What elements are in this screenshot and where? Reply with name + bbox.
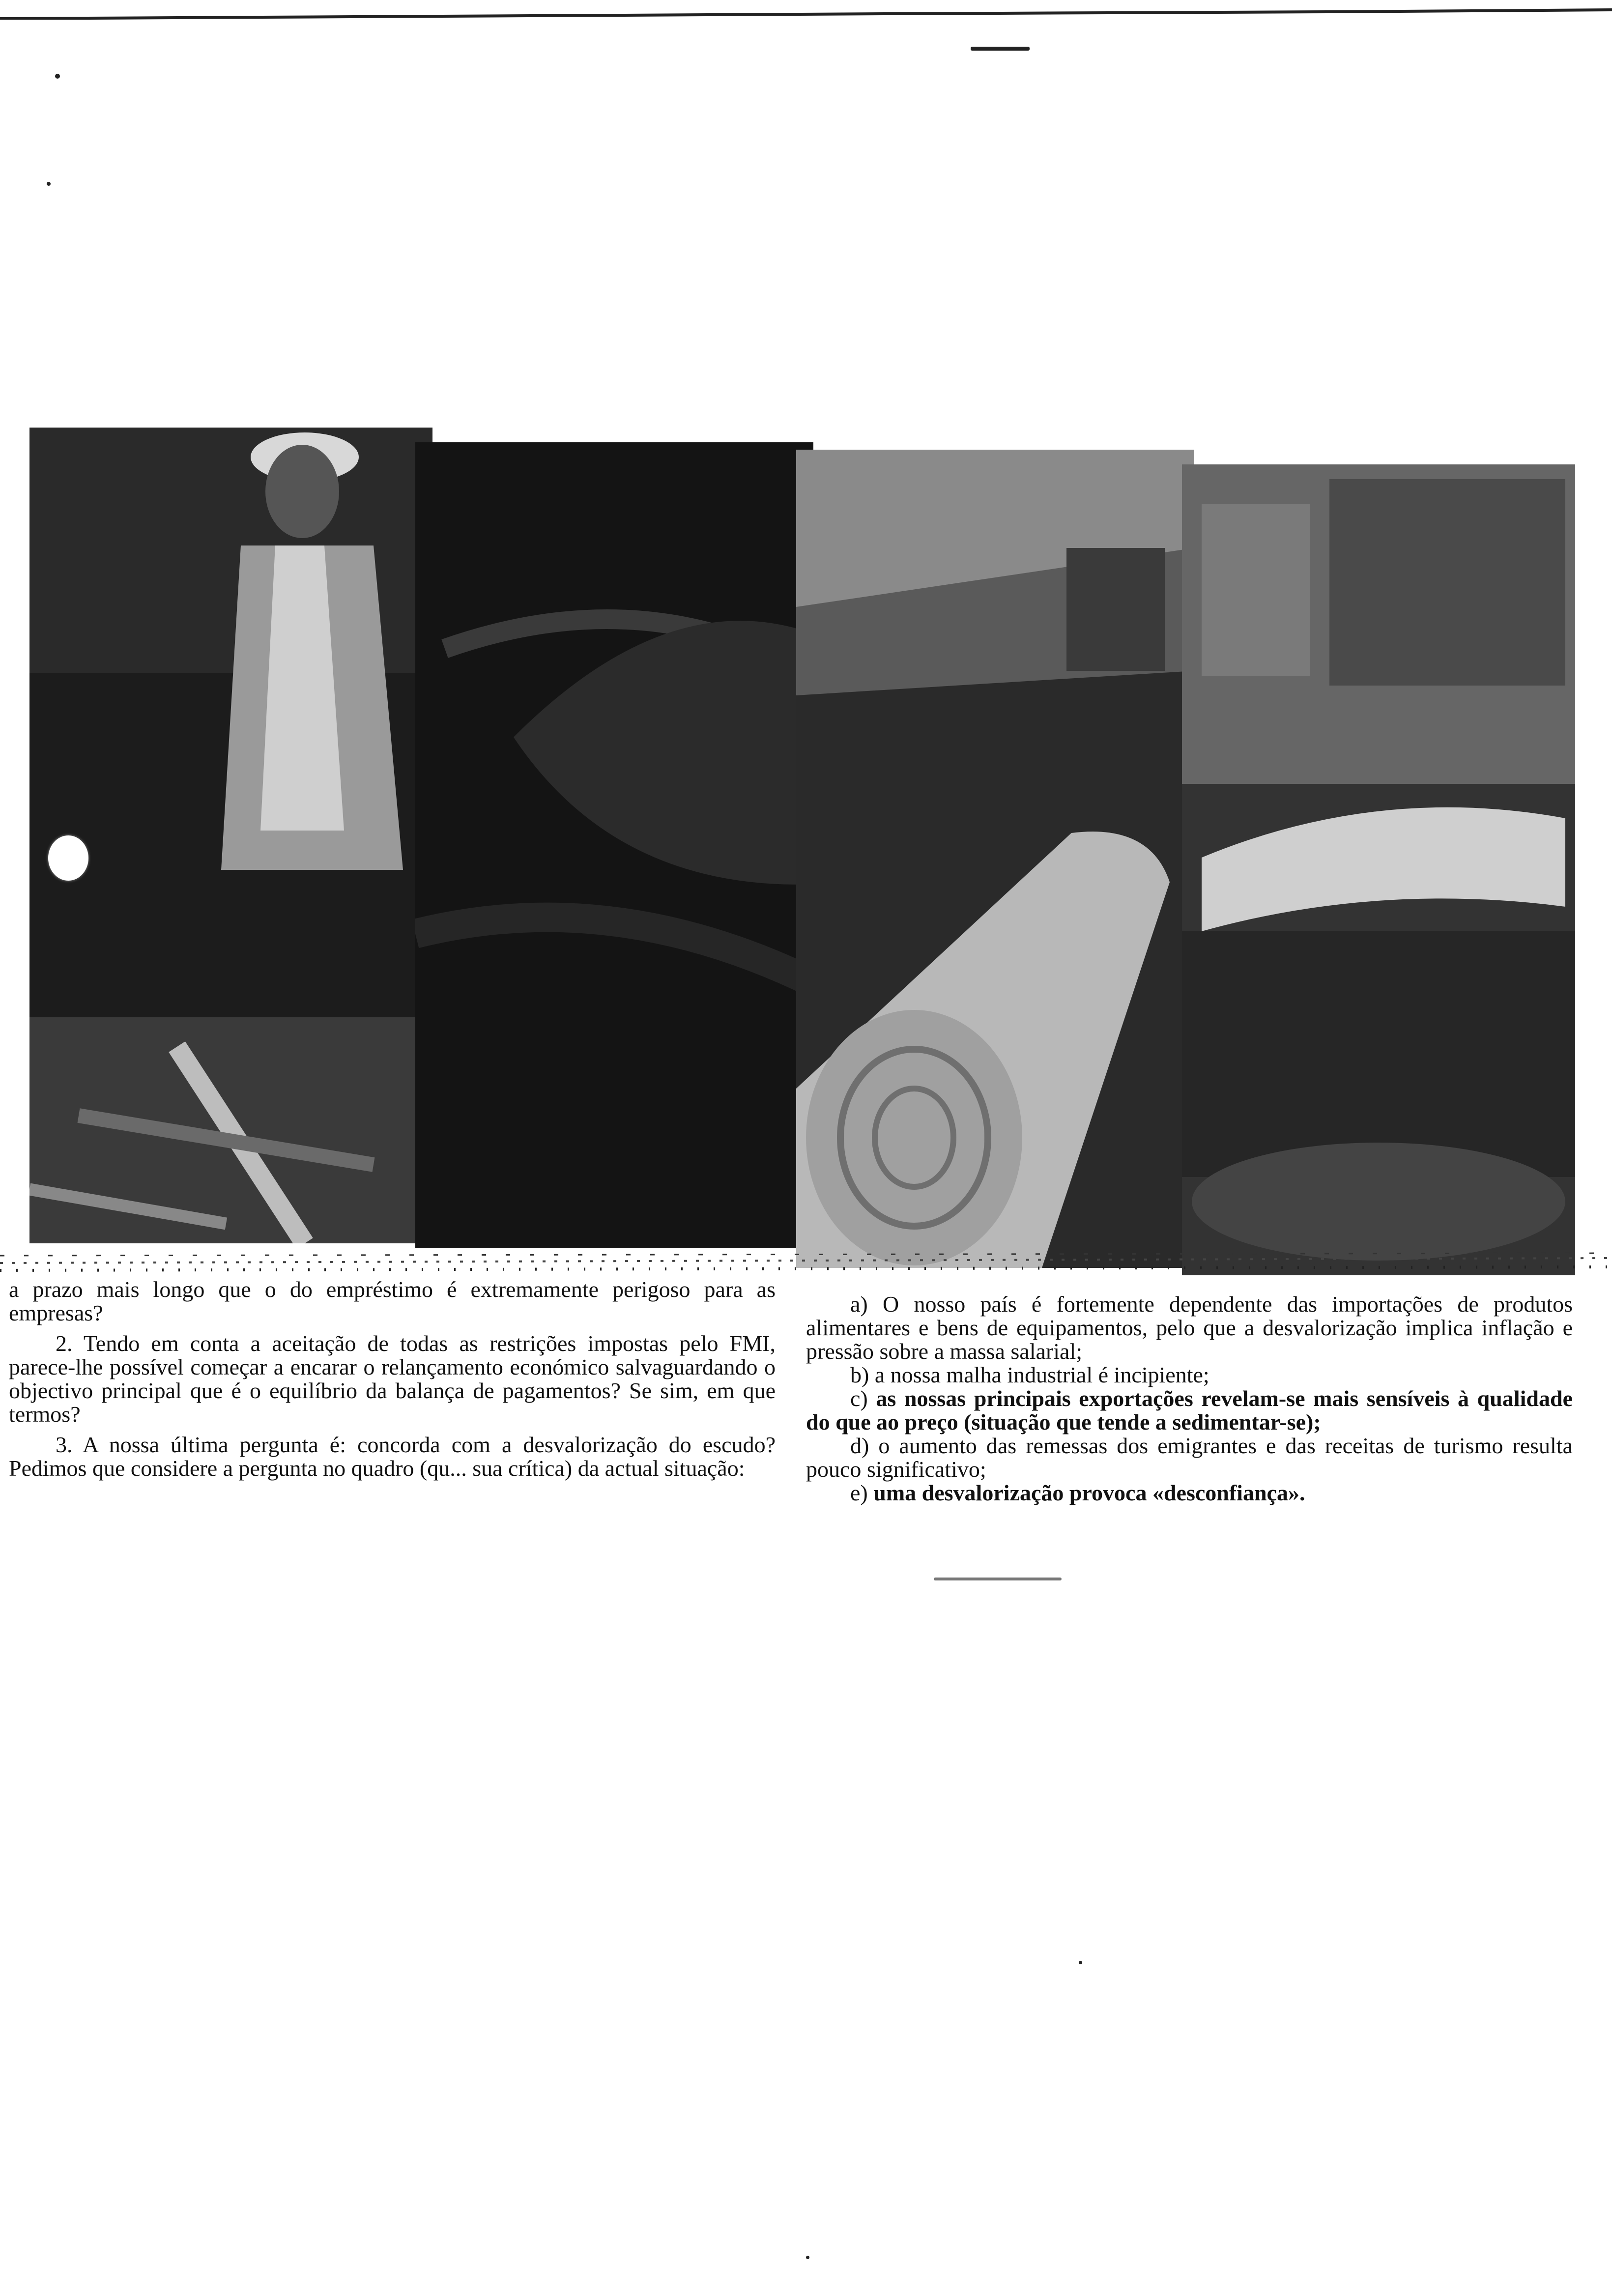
answer-label: d)	[850, 1433, 869, 1458]
answer-text: as nossas principais exportações revelam-se mais sensíveis à qualidade do que ao preço (situação que tende a sedimentar-se);	[806, 1386, 1573, 1435]
answer-a	[806, 1292, 1573, 1363]
scan-speck	[47, 182, 51, 186]
answer-label: a)	[850, 1292, 868, 1317]
answer-label: b)	[850, 1362, 869, 1387]
photo-fish-market-vendor	[29, 428, 432, 1243]
punch-hole	[48, 835, 88, 881]
scan-speck	[55, 74, 60, 79]
article-left-column	[9, 1278, 776, 1487]
answer-d	[806, 1434, 1573, 1481]
answer-label: c)	[850, 1386, 868, 1411]
answer-text: O nosso país é fortemente dependente das importações de produtos alimentares e bens de equipamentos, pelo que a desvalorização implica inflação e pressão sobre a massa salarial;	[806, 1292, 1573, 1364]
scan-speck	[971, 47, 1030, 51]
scan-speck	[806, 2256, 809, 2259]
scan-top-edge	[0, 0, 1612, 20]
continuation-text: a prazo mais longo que o do empréstimo é extremamente perigoso para as empresas?	[9, 1277, 776, 1325]
photo-market-stall-produce	[1182, 464, 1575, 1275]
answer-label: e)	[850, 1480, 868, 1505]
answer-text: a nossa malha industrial é incipiente;	[874, 1362, 1209, 1387]
photo-textile-roll-factory	[796, 450, 1194, 1268]
photo-dark-fabric	[415, 442, 813, 1248]
scan-speck	[934, 1578, 1062, 1580]
answer-text: uma desvalorização provoca «desconfiança».	[873, 1480, 1305, 1505]
answer-c	[806, 1387, 1573, 1434]
question-2: 2. Tendo em conta a aceitação de todas as restrições impostas pelo FMI, parece-lhe possível começar a encarar o relançamento económico salvaguardando o objectivo principal que é o equilíbrio da balança de pagamentos? Se sim, em que termos?	[9, 1331, 776, 1427]
answer-text: o aumento das remessas dos emigrantes e das receitas de turismo resulta pouco significativo;	[806, 1433, 1573, 1482]
article-right-column	[806, 1292, 1573, 1505]
answer-b	[806, 1363, 1573, 1387]
scan-speck	[1079, 1961, 1082, 1964]
question-3: 3. A nossa última pergunta é: concorda com a desvalorização do escudo? Pedimos que considere a pergunta no quadro (qu... sua crítica) da actual situação:	[9, 1432, 776, 1481]
answer-e	[806, 1481, 1573, 1505]
